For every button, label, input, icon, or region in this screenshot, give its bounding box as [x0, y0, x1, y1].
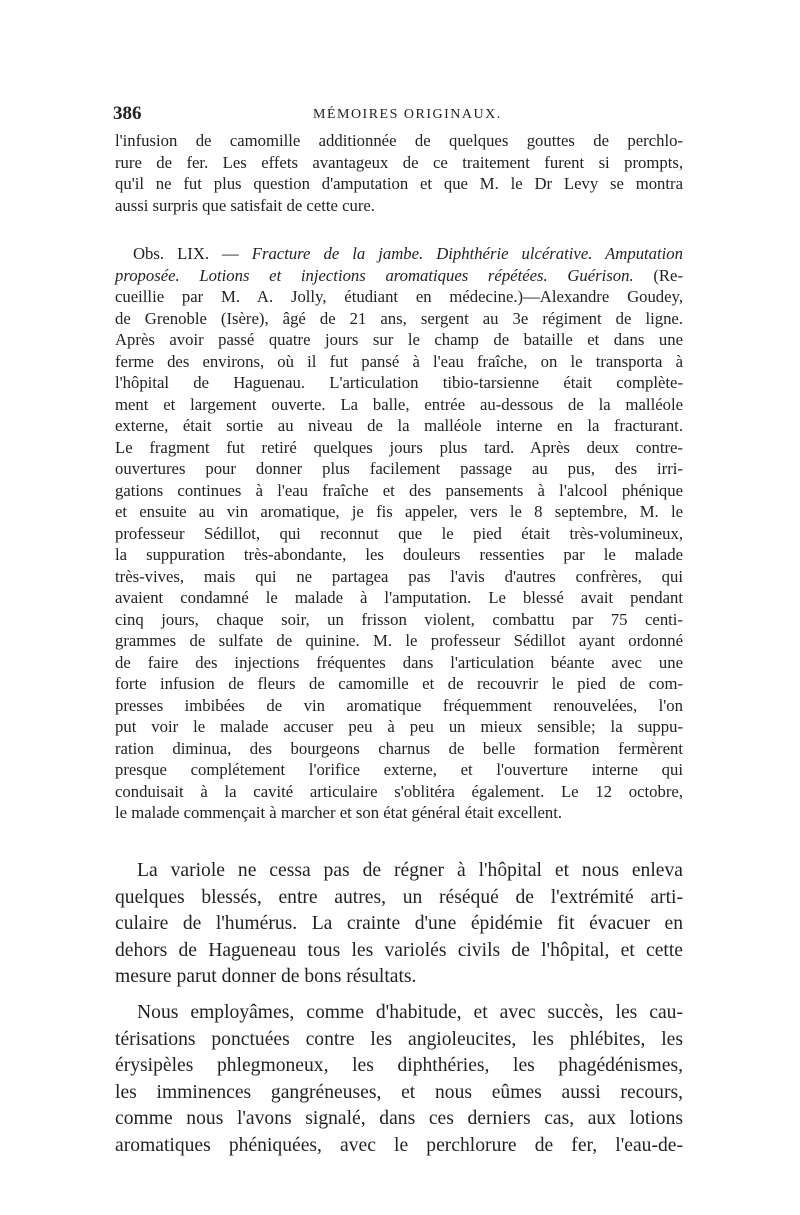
page-number: 386: [113, 103, 142, 124]
text-line: cueillie par M. A. Jolly, étudiant en médecine.)—Alexandre Goudey,: [115, 287, 683, 306]
text-line: l'infusion de camomille additionnée de quelques gouttes de perchlo-: [115, 131, 683, 150]
text-line: quelques blessés, entre autres, un réséqué de l'extrémité arti-: [115, 886, 683, 908]
paragraph-continuation: [115, 130, 683, 216]
text-line: ouvertures pour donner plus facilement passage au pus, des irri-: [115, 459, 683, 478]
text-line: Nous employâmes, comme d'habitude, et avec succès, les cau-: [137, 1002, 683, 1023]
text-line: dehors de Hagueneau tous les variolés civils de l'hôpital, et cette: [115, 939, 683, 961]
text-line: ration diminua, des bourgeons charnus de belle formation fermèrent: [115, 738, 683, 758]
text-line: cinq jours, chaque soir, un frisson violent, combattu par 75 centi-: [115, 609, 683, 629]
text-line: grammes de sulfate de quinine. M. le professeur Sédillot ayant ordonné: [115, 631, 683, 650]
text-line: avaient condamné le malade à l'amputation. Le blessé avait pendant: [115, 588, 683, 607]
observation-heading: [115, 243, 683, 265]
text-line: la suppuration très-abondante, les douleurs ressenties par le malade: [115, 545, 683, 564]
text-line: de Grenoble (Isère), âgé de 21 ans, sergent au 3e régiment de ligne.: [115, 308, 683, 328]
text-line: La variole ne cessa pas de régner à l'hôpital et nous enleva: [137, 860, 683, 881]
text-line: ment et largement ouverte. La balle, entrée au-dessous de la malléole: [115, 394, 683, 414]
text-line: gations continues à l'eau fraîche et des pansements à l'alcool phénique: [115, 480, 683, 500]
text-line: Après avoir passé quatre jours sur le champ de bataille et dans une: [115, 330, 683, 349]
text-line: térisations ponctuées contre les angioleucites, les phlébites, les: [115, 1028, 683, 1050]
text-line: comme nous l'avons signalé, dans ces derniers cas, aux lotions: [115, 1108, 683, 1130]
text-line: ferme des environs, où il fut pansé à l'eau fraîche, on le transporta à: [115, 351, 683, 371]
page-header: [113, 103, 683, 127]
text-line: érysipèles phlegmoneux, les diphthéries, les phagédénismes,: [115, 1055, 683, 1077]
running-title: MÉMOIRES ORIGINAUX.: [313, 107, 502, 122]
text-line: culaire de l'humérus. La crainte d'une épidémie fit évacuer en: [115, 913, 683, 935]
text-line: presses imbibées de vin aromatique fréquemment renouvelées, l'on: [115, 695, 683, 715]
text-line: Le fragment fut retiré quelques jours plus tard. Après deux contre-: [115, 437, 683, 457]
text-line: externe, était sortie au niveau de la malléole interne en la fracturant.: [115, 416, 683, 435]
text-line: forte infusion de fleurs de camomille et de recouvrir le pied de com-: [115, 674, 683, 693]
text-line: rure de fer. Les effets avantageux de ce traitement furent si prompts,: [115, 152, 683, 172]
text-line: aussi surpris que satisfait de cette cure.: [115, 195, 375, 215]
text-line: le malade commençait à marcher et son état général était excellent.: [115, 803, 563, 822]
text-line: put voir le malade accuser peu à peu un mieux sensible; la suppu-: [115, 717, 683, 736]
text-line: conduisait à la cavité articulaire s'oblitéra également. Le 12 octobre,: [115, 781, 683, 801]
observation-heading-continued: [115, 265, 683, 287]
cauterisation-paragraph: [115, 1000, 683, 1160]
observation-label: Obs. LIX. —: [133, 244, 239, 263]
observation-title-2: proposée. Lotions et injections aromatiques répétées. Guérison.: [115, 265, 634, 285]
observation-title-after: (Re-: [653, 265, 684, 285]
text-line: les imminences gangréneuses, et nous eûmes aussi recours,: [115, 1081, 683, 1103]
text-line: professeur Sédillot, qui reconnut que le pied était très-volumineux,: [115, 523, 683, 543]
text-line: l'hôpital de Haguenau. L'articulation tibio-tarsienne était complète-: [115, 373, 683, 392]
observation-title-1: Fracture de la jambe. Diphthérie ulcérative. Amputation: [251, 244, 683, 263]
variole-paragraph: [115, 858, 683, 991]
observation-paragraph: [115, 243, 683, 824]
text-line: qu'il ne fut plus question d'amputation et que M. le Dr Levy se montra: [115, 174, 683, 193]
text-line: de faire des injections fréquentes dans l'articulation béante avec une: [115, 652, 683, 672]
text-line: très-vives, mais qui ne partagea pas l'avis d'autres confrères, qui: [115, 566, 683, 586]
text-line: presque complétement l'orifice externe, et l'ouverture interne qui: [115, 760, 683, 779]
text-line: aromatiques phéniquées, avec le perchlorure de fer, l'eau-de-: [115, 1134, 683, 1156]
text-line: mesure parut donner de bons résultats.: [115, 966, 417, 988]
text-line: et ensuite au vin aromatique, je fis appeler, vers le 8 septembre, M. le: [115, 502, 683, 521]
